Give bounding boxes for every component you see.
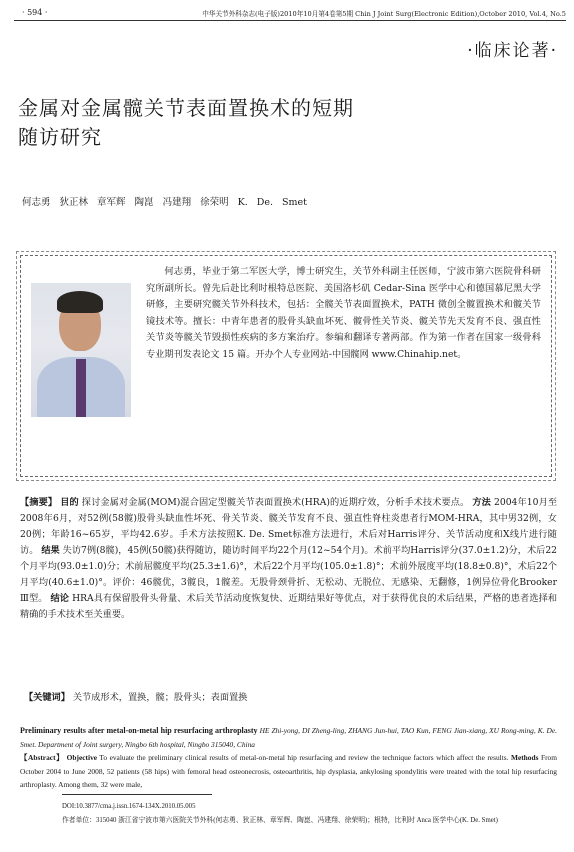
keywords-cn	[24, 689, 247, 703]
result-label: 结果	[41, 545, 60, 556]
title-line-2: 随访研究	[18, 125, 102, 149]
author-photo	[31, 283, 131, 417]
page-number: · 594 ·	[22, 8, 48, 17]
header-rule	[14, 20, 566, 21]
abstract-en	[20, 724, 557, 792]
english-method-text: From October 2004 to June 2008, 52 patients (58 hips) with femoral head osteonecrosis, osteoarthritis, hip dysplasia, ankylosing spondylitis were treated with the total hip resurfacing arthroplasty. Among them, 32 were male,	[20, 753, 557, 789]
abstract-cn	[20, 495, 557, 623]
english-abstract-label: 【Abstract】	[20, 753, 65, 762]
english-objective-text: To evaluate the preliminary clinical results of metal-on-metal hip resurfacing and review the technique factors which affect the results.	[99, 753, 509, 762]
affiliation: 作者单位：315040 浙江省宁波市第六医院关节外科(何志勇、狄正林、章军辉、陶崑、冯建翔、徐荣明)；根特，比利时 Anca 医学中心(K. De. Smet)	[62, 817, 498, 824]
method-text: 2004年10月至2008年6月，对52例(58髋)股骨头缺血性坏死、骨关节炎、髋关节发育不良、强直性脊柱炎患者行MOM-HRA，其中男32例，女20例；年龄16~65岁，平均42.6岁。手术方法按照K. De. Smet标准方法进行，术后对Harris评分、关节活动度和X线片进行随访。	[20, 497, 558, 556]
section-label: ·临床论著·	[467, 41, 558, 61]
objective-label: 目的	[60, 497, 79, 508]
article-title	[18, 94, 354, 152]
conclusion-label: 结论	[50, 593, 70, 604]
english-objective-label: Objective	[66, 753, 98, 762]
objective-text: 探讨金属对金属(MOM)混合固定型髋关节表面置换术(HRA)的近期疗效，分析手术技术要点。	[81, 497, 470, 508]
abstract-label: 【摘要】	[20, 497, 58, 508]
footnote-rule	[62, 794, 212, 795]
english-title: Preliminary results after metal-on-metal hip resurfacing arthroplasty	[20, 726, 258, 735]
author-bio-box	[20, 255, 552, 477]
author-list: 何志勇 狄正林 章军辉 陶崑 冯建翔 徐荣明 K. De. Smet	[22, 197, 307, 208]
result-text: 失访7例(8髋)，45例(50髋)获得随访，随访时间平均22个月(12~54个月)。术前平均Harris评分(37.0±1.2)分，术后22个月平均(93.0±1.0)分；术前屈髋度平均(25.3±1.6)°，术后22个月平均(105.0±1.8)°；术前外展度平均(18.8±0.8)°，术后22个月平均(40.6±1.0)°。评价：46髋优，3髋良，1髋差。无股骨颈骨折、无松动、无脱位、无感染、无翻修，1例异位骨化Brooker Ⅲ型。	[20, 545, 558, 604]
conclusion-text: HRA具有保留股骨头骨量、术后关节活动度恢复快、近期结果好等优点，对于获得优良的术后结果，严格的患者选择和精确的手术技术至关重要。	[20, 593, 558, 620]
method-label: 方法	[472, 497, 491, 508]
title-line-1: 金属对金属髋关节表面置换术的短期	[18, 96, 354, 120]
footnote	[62, 800, 556, 828]
running-header	[14, 6, 566, 20]
keywords-text: 关节成形术，置换，髋；股骨头；表面置换	[72, 692, 248, 703]
english-method-label: Methods	[510, 753, 539, 762]
english-authors: HE Zhi-yong, DI Zheng-ling, ZHANG Jun-hui, TAO Kun, FENG Jian-xiang, XU Rong-ming, K. De. Smet. Department of Joint surgery, Ningbo 6th hospital, Ningbo 315040, China	[20, 726, 557, 749]
journal-info: 中华关节外科杂志(电子版)2010年10月第4卷第5期 Chin J Joint Surg(Electronic Edition),October 2010, Vol.4, No.5	[202, 10, 566, 18]
author-bio-text: 何志勇，毕业于第二军医大学，博士研究生，关节外科副主任医师，宁波市第六医院骨科研究所副所长。曾先后赴比利时根特总医院、美国洛杉矶 Cedar-Sina 医学中心和德国慕尼黑大学研修，主要研究髋关节外科技术，包括：全髋关节表面置换术，PATH 微创全髋置换术和髋关节镜技术等。擅长：中青年患者的股骨头缺血坏死、髋骨性关节炎、髋关节先天发育不良、强直性关节炎等髋关节毁损性疾病的多方案治疗。参编和翻译专著两部。作为第一作者在国家一级骨科专业期刊发表论文 15 篇。开办个人专业网站-中国髋网 www.Chinahip.net。	[146, 266, 541, 360]
doi: DOI:10.3877/cma.j.issn.1674-134X.2010.05.005	[62, 803, 196, 810]
keywords-label: 【关键词】	[24, 692, 70, 703]
